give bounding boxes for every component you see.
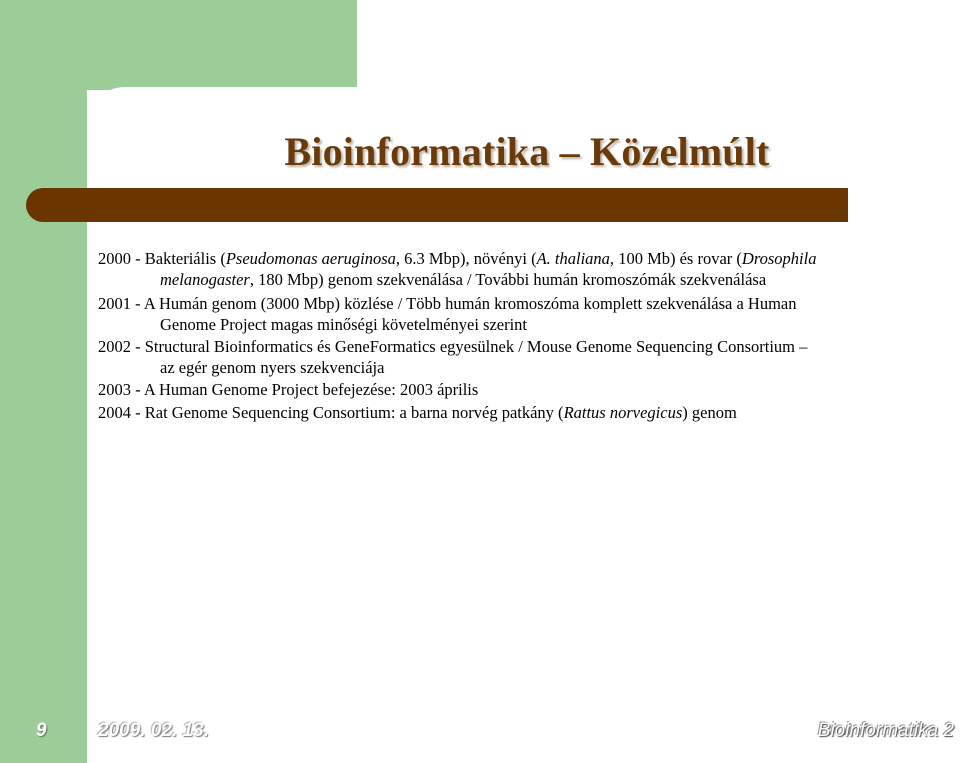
entry-2001-line2: Genome Project magas minőségi követelményei szerint xyxy=(160,315,528,334)
top-green-band xyxy=(0,0,357,90)
footer-course-title: Bioinformatika 2 xyxy=(817,720,954,741)
entry-2003-line1: 2003 - A Human Genome Project befejezése: 2003 április xyxy=(98,380,479,399)
entry-2002-line1: 2002 - Structural Bioinformatics és GeneFormatics egyesülnek / Mouse Genome Sequencing Consortium – xyxy=(98,337,808,356)
entry-2004 xyxy=(98,402,737,423)
title-underline-bar xyxy=(26,188,848,222)
slide-number: 9 xyxy=(36,720,47,741)
entry-2002-line2: az egér genom nyers szekvenciája xyxy=(160,358,385,377)
entry-2000 xyxy=(98,248,816,290)
entry-2003 xyxy=(98,379,478,400)
footer-date: 2009. 02. 13. xyxy=(98,720,209,741)
entry-2002 xyxy=(98,336,807,378)
entry-2000-text: 2000 - Bakteriális (Pseudomonas aeruginosa, 6.3 Mbp), növényi (A. thaliana, 100 Mb) és rovar (Drosophila xyxy=(98,249,817,268)
entry-2004-text: 2004 - Rat Genome Sequencing Consortium: a barna norvég patkány (Rattus norvegicus) genom xyxy=(98,403,737,422)
entry-2001-line1: 2001 - A Humán genom (3000 Mbp) közlése / Több humán kromoszóma komplett szekvenálása a Human xyxy=(98,294,797,313)
entry-2000-continuation: melanogaster, 180 Mbp) genom szekvenálása / További humán kromoszómák szekvenálása xyxy=(160,270,767,289)
entry-2001 xyxy=(98,293,797,335)
slide-title: Bioinformatika – Közelmúlt xyxy=(284,129,770,174)
left-green-band xyxy=(0,0,87,763)
